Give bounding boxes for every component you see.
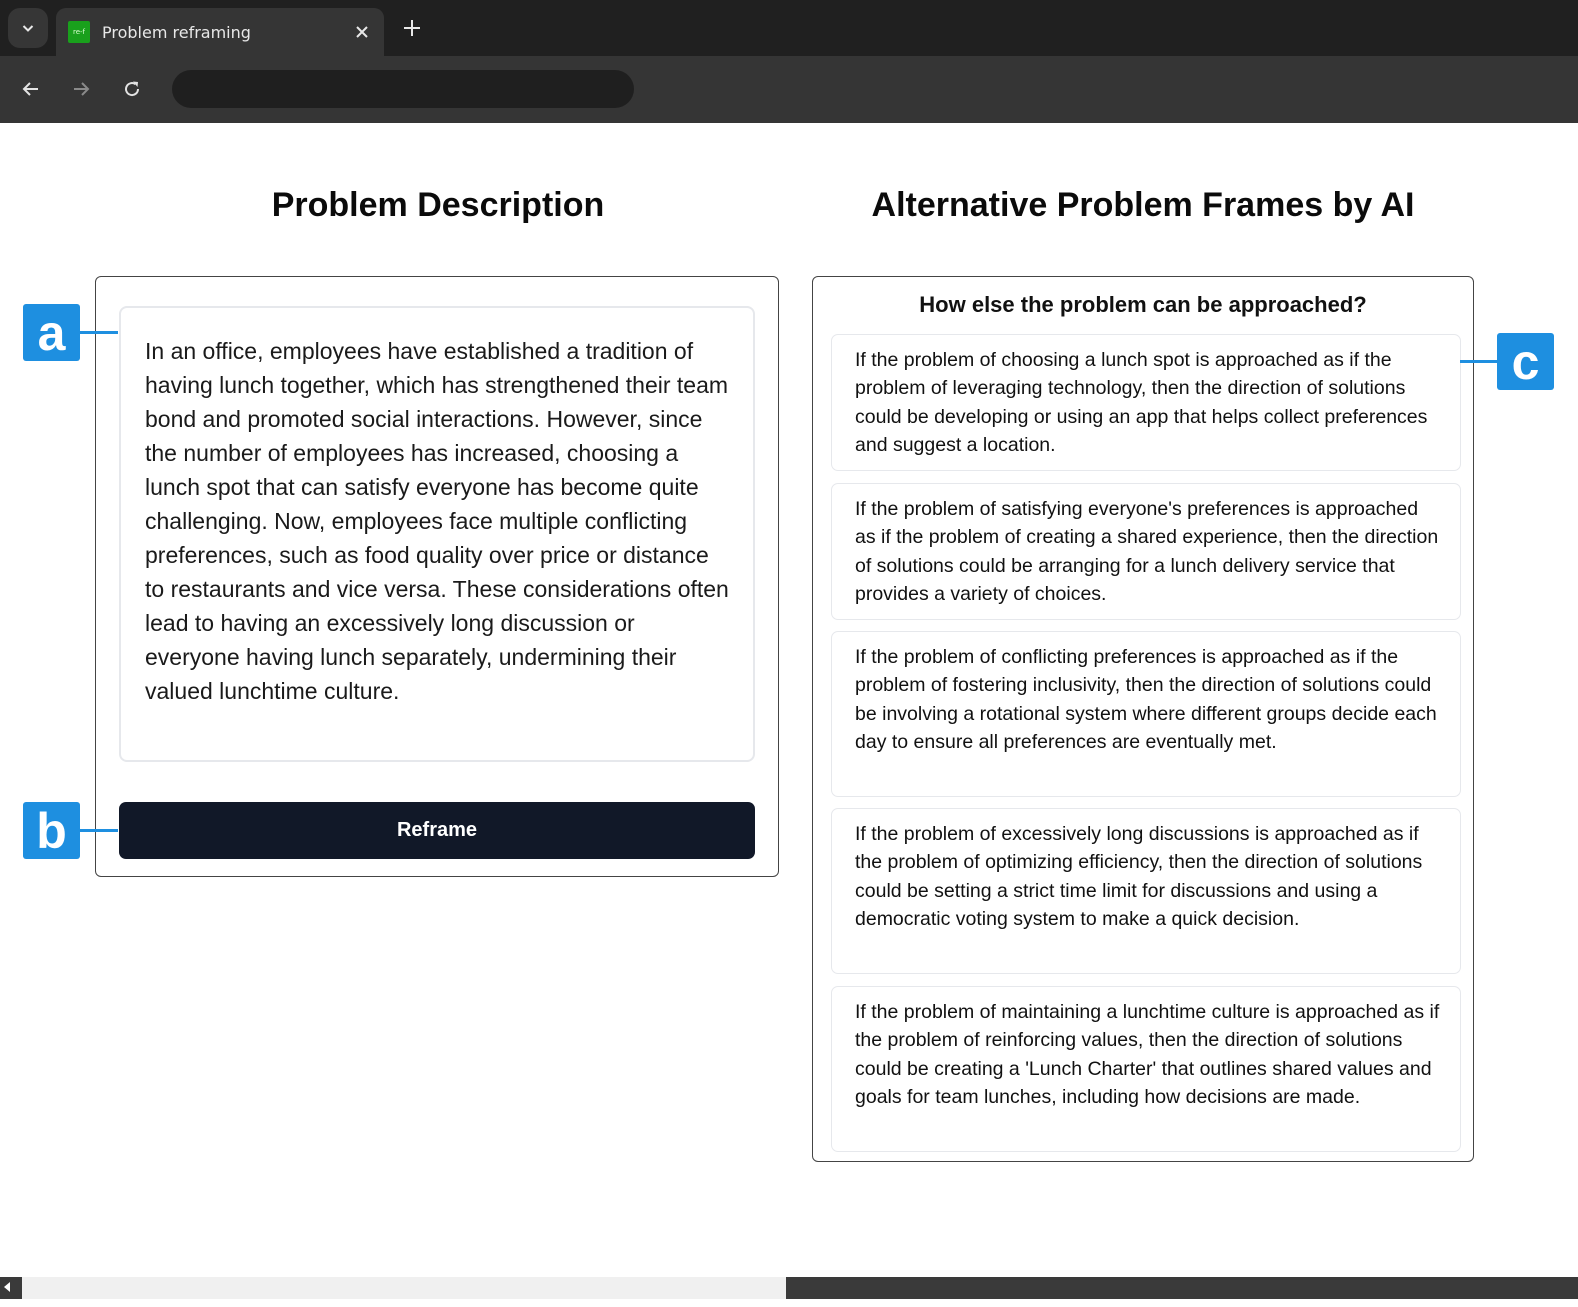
favicon-icon: re-f bbox=[68, 21, 90, 43]
reload-icon bbox=[122, 79, 142, 99]
bottom-strip bbox=[0, 1299, 1578, 1307]
callout-b-line bbox=[80, 829, 118, 832]
browser-toolbar bbox=[0, 56, 1578, 123]
address-bar[interactable] bbox=[172, 70, 634, 108]
problem-description-textarea[interactable]: In an office, employees have established a tradition of having lunch together, which has strengthened their team bond and promoted social interactions. However, since the number of employees has increased, choosing a lunch spot that can satisfy everyone has become quite challenging. Now, employees face multiple conflicting preferences, such as food quality over price or distance to restaurants and vice versa. These considerations often lead to having an excessively long discussion or everyone having lunch separately, undermining their valued lunchtime culture. bbox=[119, 306, 755, 762]
problem-description-heading: Problem Description bbox=[271, 186, 605, 224]
frame-card: If the problem of maintaining a lunchtime culture is approached as if the problem of reinforcing values, then the direction of solutions could be creating a 'Lunch Charter' that outlines shared values and goals for team lunches, including how decisions are made. bbox=[831, 986, 1461, 1152]
reframe-button[interactable]: Reframe bbox=[119, 802, 755, 859]
scroll-left-icon[interactable] bbox=[4, 1282, 10, 1292]
frame-card: If the problem of satisfying everyone's preferences is approached as if the problem of creating a shared experience, then the direction of solutions could be arranging for a lunch delivery service that provides a variety of choices. bbox=[831, 483, 1461, 620]
plus-icon bbox=[403, 19, 421, 37]
callout-b: b bbox=[23, 802, 80, 859]
frames-panel bbox=[812, 276, 1474, 1162]
alternative-frames-heading: Alternative Problem Frames by AI bbox=[871, 186, 1415, 224]
callout-a: a bbox=[23, 304, 80, 361]
callout-c: c bbox=[1497, 333, 1554, 390]
frame-card: If the problem of conflicting preferences is approached as if the problem of fostering inclusivity, then the direction of solutions could be involving a rotational system where different groups decide each day to ensure all preferences are eventually met. bbox=[831, 631, 1461, 797]
frames-title: How else the problem can be approached? bbox=[919, 292, 1367, 317]
arrow-left-icon bbox=[21, 79, 41, 99]
frame-card: If the problem of excessively long discussions is approached as if the problem of optimizing efficiency, then the direction of solutions could be setting a strict time limit for discussions and using a democratic voting system to make a quick decision. bbox=[831, 808, 1461, 974]
arrow-right-icon bbox=[71, 79, 91, 99]
close-icon bbox=[355, 25, 369, 39]
browser-tab[interactable] bbox=[56, 8, 384, 56]
reload-button[interactable] bbox=[117, 74, 147, 104]
back-button[interactable] bbox=[16, 74, 46, 104]
callout-a-line bbox=[80, 331, 118, 334]
new-tab-button[interactable] bbox=[398, 14, 426, 42]
problem-panel bbox=[95, 276, 779, 877]
close-tab-button[interactable] bbox=[348, 18, 376, 46]
frame-card: If the problem of choosing a lunch spot is approached as if the problem of leveraging technology, then the direction of solutions could be developing or using an app that helps collect preferences and suggest a location. bbox=[831, 334, 1461, 471]
chevron-down-icon bbox=[20, 20, 36, 36]
scrollbar-thumb[interactable] bbox=[22, 1277, 786, 1299]
forward-button[interactable] bbox=[66, 74, 96, 104]
tab-bar bbox=[0, 0, 1578, 56]
horizontal-scrollbar[interactable] bbox=[0, 1277, 1578, 1299]
tab-search-button[interactable] bbox=[8, 8, 48, 48]
callout-c-line bbox=[1460, 360, 1497, 363]
tab-title: Problem reframing bbox=[102, 22, 251, 42]
